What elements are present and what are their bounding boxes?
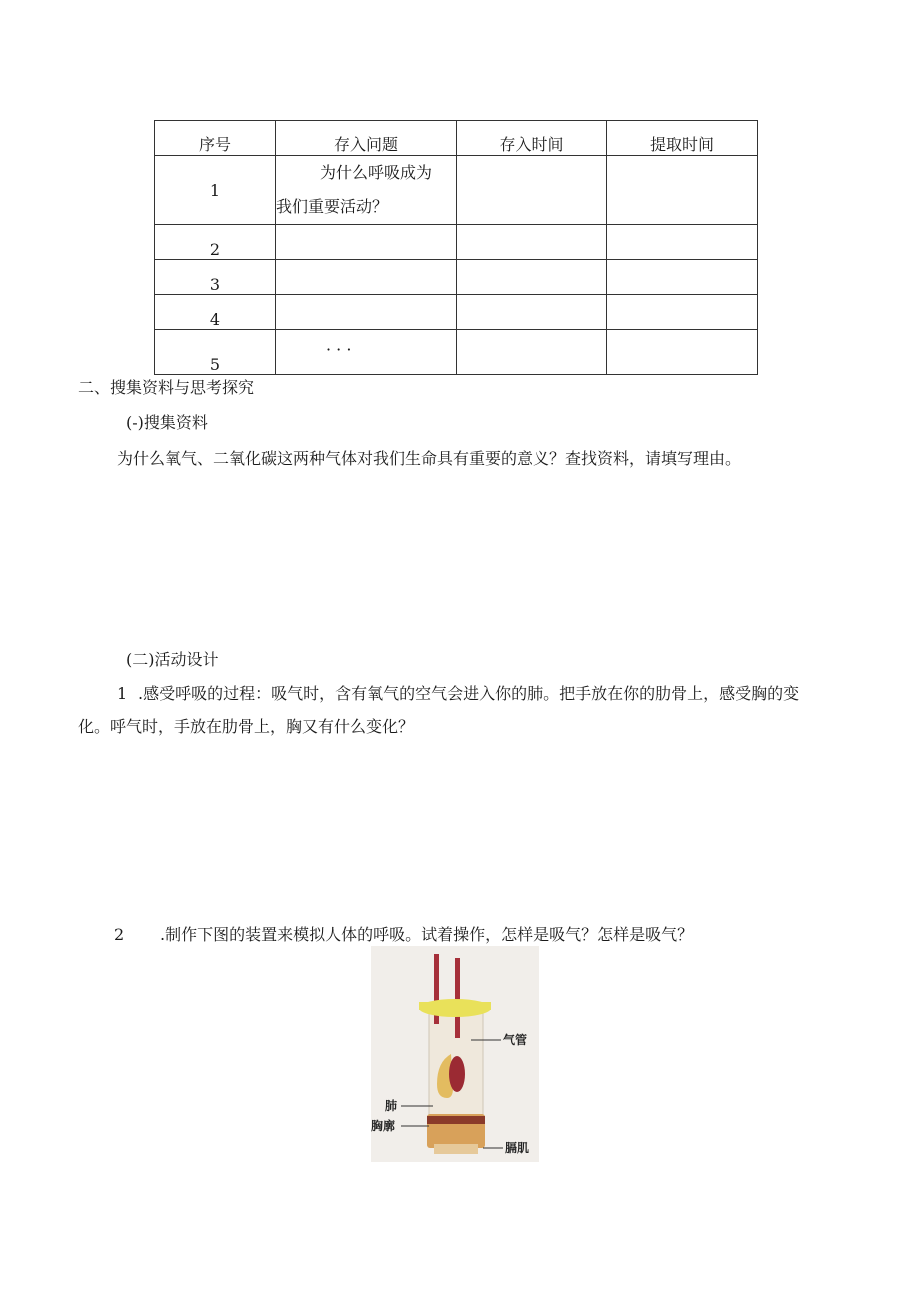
row-index: 1 (155, 156, 276, 225)
row-index: 2 (155, 225, 276, 260)
header-store-time: 存入时间 (457, 121, 607, 156)
row-index: 4 (155, 295, 276, 330)
row-store-time[interactable] (457, 156, 607, 225)
table-header-row (155, 121, 758, 156)
row-retrieve-time[interactable] (607, 330, 758, 375)
row-retrieve-time[interactable] (607, 260, 758, 295)
table-row (155, 295, 758, 330)
table-row (155, 260, 758, 295)
base-bottom (434, 1144, 478, 1154)
section-title: 二、搜集资料与思考探究 (78, 378, 255, 397)
row-question[interactable] (276, 260, 457, 295)
jar-cap-rim (419, 1002, 491, 1010)
item-2-number: 2 (114, 925, 125, 944)
item-1-line-2: 化。呼气时，手放在肋骨上，胸又有什么变化？ (78, 717, 415, 736)
row-retrieve-time[interactable] (607, 295, 758, 330)
table-row (155, 156, 758, 225)
row-index: 3 (155, 260, 276, 295)
item-1-line-1: .感受呼吸的过程：吸气时，含有氧气的空气会进入你的肺。把手放在你的肋骨上，感受胸的变 (138, 684, 800, 703)
row-store-time[interactable] (457, 225, 607, 260)
record-table (154, 120, 758, 375)
row-question (276, 156, 457, 225)
question-line-2: 我们重要活动？ (276, 197, 389, 216)
tube-right (455, 958, 460, 1038)
row-question: · · · (276, 330, 457, 375)
question-line-1: 为什么呼吸成为 (320, 163, 433, 182)
item-1-number: 1 (117, 684, 128, 703)
label-diaphragm: 膈肌 (505, 1141, 530, 1155)
lung-right-balloon (449, 1056, 465, 1092)
row-store-time[interactable] (457, 295, 607, 330)
breathing-model-figure (371, 946, 539, 1162)
header-index: 序号 (155, 121, 276, 156)
row-store-time[interactable] (457, 260, 607, 295)
table-row (155, 330, 758, 375)
base-band (427, 1116, 485, 1124)
item-2-text: .制作下图的装置来模拟人体的呼吸。试着操作，怎样是吸气？怎样是吸气？ (160, 925, 694, 944)
row-retrieve-time[interactable] (607, 156, 758, 225)
label-lung: 肺 (385, 1099, 398, 1113)
breathing-model-illustration (371, 946, 539, 1162)
row-question[interactable] (276, 225, 457, 260)
table-row (155, 225, 758, 260)
row-question[interactable] (276, 295, 457, 330)
row-index: 5 (155, 330, 276, 375)
header-question: 存入问题 (276, 121, 457, 156)
collect-question: 为什么氧气、二氧化碳这两种气体对我们生命具有重要的意义？查找资料，请填写理由。 (117, 449, 742, 468)
label-thorax: 胸廓 (371, 1119, 396, 1133)
label-trachea: 气管 (503, 1033, 528, 1047)
row-retrieve-time[interactable] (607, 225, 758, 260)
subsection-activity-title: (二)活动设计 (126, 650, 219, 669)
row-store-time[interactable] (457, 330, 607, 375)
header-retrieve-time: 提取时间 (607, 121, 758, 156)
subsection-collect-title: (-)搜集资料 (126, 413, 208, 432)
